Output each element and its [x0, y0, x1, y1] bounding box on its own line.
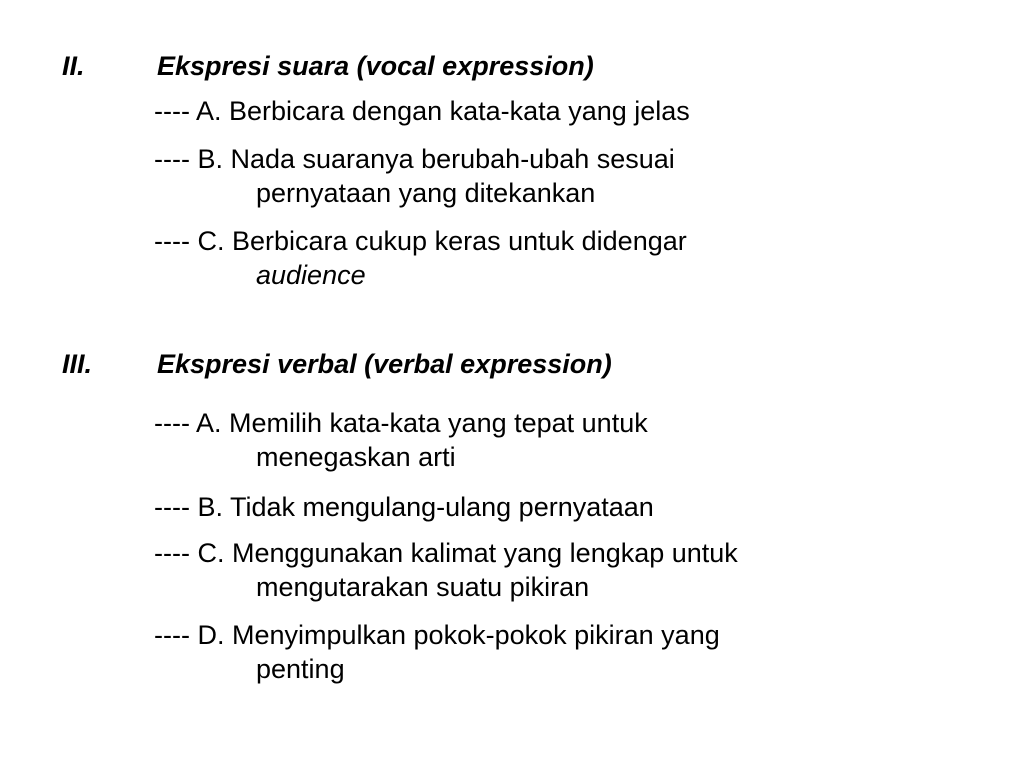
- section-title: Ekspresi verbal (verbal expression): [157, 349, 612, 379]
- item-text: ---- C. Berbicara cukup keras untuk didengar: [154, 226, 687, 256]
- item-text: ---- D. Menyimpulkan pokok-pokok pikiran yang: [154, 620, 720, 650]
- item-text: ---- C. Menggunakan kalimat yang lengkap untuk: [154, 538, 738, 568]
- section-number: III.: [62, 349, 93, 379]
- list-item: [154, 536, 954, 604]
- section-title: Ekspresi suara (vocal expression): [157, 51, 594, 81]
- item-text: ---- A. Berbicara dengan kata-kata yang jelas: [154, 96, 690, 126]
- list-item: [154, 406, 954, 474]
- list-item: [154, 142, 954, 210]
- item-text: ---- B. Nada suaranya berubah-ubah sesuai: [154, 144, 675, 174]
- section-number: II.: [62, 51, 85, 81]
- list-item: [154, 94, 954, 128]
- list-item: [154, 490, 954, 524]
- list-item: [154, 618, 954, 686]
- item-text-continued: penting: [256, 654, 345, 684]
- list-item: [154, 224, 954, 292]
- item-text: ---- A. Memilih kata-kata yang tepat untuk: [154, 408, 648, 438]
- item-text-continued: audience: [256, 260, 366, 290]
- item-text-continued: pernyataan yang ditekankan: [256, 178, 596, 208]
- item-text-continued: mengutarakan suatu pikiran: [256, 572, 590, 602]
- item-text-continued: menegaskan arti: [256, 442, 456, 472]
- item-text: ---- B. Tidak mengulang-ulang pernyataan: [154, 492, 654, 522]
